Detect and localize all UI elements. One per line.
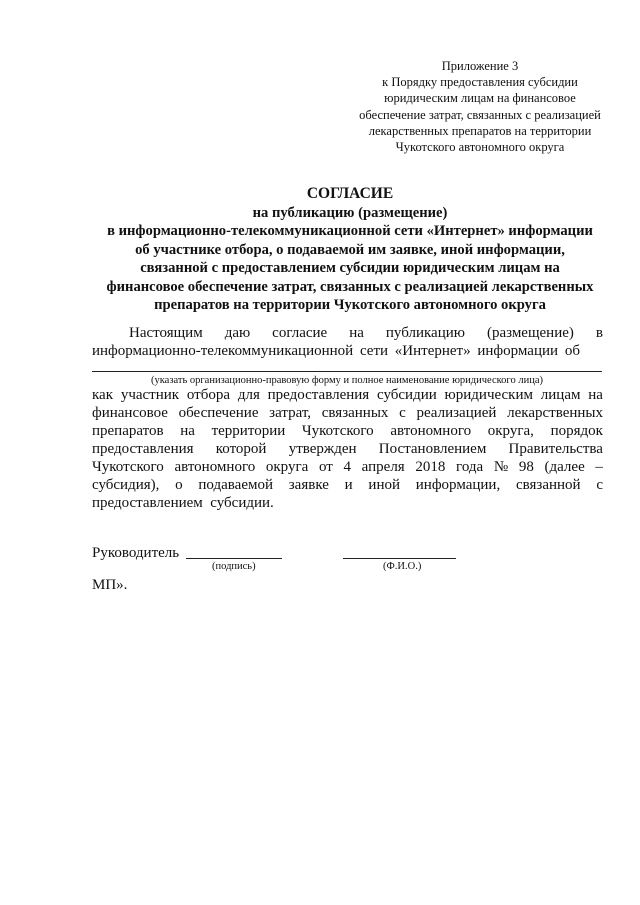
word: заявке <box>288 477 329 493</box>
signature-blank[interactable] <box>186 558 282 559</box>
word: публикацию <box>385 325 465 341</box>
title-main: СОГЛАСИЕ <box>306 185 394 202</box>
word: информации <box>477 343 559 359</box>
word: Правительства <box>508 441 603 457</box>
word: отбора <box>186 387 231 403</box>
title-line: препаратов на территории Чукотского автономного округа <box>154 297 546 313</box>
title-line: финансовое обеспечение затрат, связанных с реализацией лекарственных <box>106 278 594 295</box>
title-line: связанной с предоставлением субсидии юридическим лицам на <box>140 260 560 276</box>
word: Чукотского <box>92 459 164 475</box>
legal-entity-field-line[interactable] <box>92 371 602 372</box>
word: участник <box>120 387 180 403</box>
word: порядок <box>550 423 603 439</box>
document-title <box>60 185 640 315</box>
word: Чукотского <box>301 423 374 439</box>
full-name-blank[interactable] <box>343 558 456 559</box>
word: на <box>180 423 195 439</box>
word: субсидия), <box>92 477 160 493</box>
body-line-5 <box>92 458 603 476</box>
word: препаратов <box>92 423 164 439</box>
signature-role: Руководитель <box>92 545 180 561</box>
annex-line: к Порядку предоставления субсидии <box>382 75 578 90</box>
word: информационно-телекоммуникационной <box>92 343 354 359</box>
title-line: об участнике отбора, о подаваемой им заявке, иной информации, <box>135 241 565 258</box>
body-line-4 <box>92 440 603 458</box>
word: предоставления <box>267 387 370 403</box>
word: апреля <box>361 459 405 475</box>
word: округа <box>265 459 309 475</box>
word: на <box>349 325 364 341</box>
body-line-2 <box>92 404 603 422</box>
consent-line-1 <box>129 324 603 342</box>
word: «Интернет» <box>394 343 471 359</box>
word: юридическим <box>444 387 533 403</box>
body-line-3 <box>92 422 603 440</box>
word: 4 <box>343 459 351 475</box>
word: № <box>493 459 509 475</box>
word: информации, <box>415 477 501 493</box>
annex-line: Приложение 3 <box>441 59 519 73</box>
word: в <box>595 325 603 341</box>
word: связанной <box>515 477 581 493</box>
word: для <box>237 387 260 403</box>
body-line-1 <box>92 386 603 404</box>
word: сети <box>359 343 389 359</box>
word: – <box>595 459 603 475</box>
word: 2018 <box>415 459 446 475</box>
word: на <box>588 387 603 403</box>
consent-line-2 <box>92 342 580 360</box>
annex-header <box>345 58 615 155</box>
word: связанных <box>321 405 389 421</box>
word: иной <box>368 477 401 493</box>
word: согласие <box>272 325 328 341</box>
word: года <box>456 459 484 475</box>
stamp-place: МП». <box>92 577 128 593</box>
annex-line: обеспечение затрат, связанных с реализацией <box>359 107 601 122</box>
word: 98 <box>518 459 534 475</box>
word: округа, <box>487 423 534 439</box>
word: (размещение) <box>486 325 574 341</box>
word: Настоящим <box>129 325 203 341</box>
word: затрат, <box>269 405 312 421</box>
word: с <box>399 405 406 421</box>
body-last-line: предоставлением субсидии. <box>92 495 274 511</box>
full-name-label: (Ф.И.О.) <box>383 561 422 572</box>
title-line: в информационно-телекоммуникационной сети «Интернет» информации <box>107 223 593 239</box>
word: которой <box>215 441 267 457</box>
word: финансовое <box>92 405 168 421</box>
signature-label: (подпись) <box>212 561 256 572</box>
annex-line: лекарственных препаратов на территории <box>368 123 592 138</box>
word: территории <box>211 423 286 439</box>
word: утвержден <box>288 441 357 457</box>
word: автономного <box>390 423 472 439</box>
word: с <box>596 477 603 493</box>
word: подаваемой <box>198 477 273 493</box>
word: (далее <box>544 459 585 475</box>
annex-line: Чукотского автономного округа <box>395 140 565 155</box>
annex-line: юридическим лицам на финансовое <box>384 91 576 106</box>
word: как <box>92 387 114 403</box>
word: реализацией <box>416 405 497 421</box>
word: от <box>318 459 333 475</box>
word: даю <box>224 325 251 341</box>
word: и <box>344 477 353 493</box>
body-line-6 <box>92 476 603 494</box>
word: субсидии <box>376 387 437 403</box>
word: автономного <box>174 459 256 475</box>
word: предоставления <box>92 441 194 457</box>
word: обеспечение <box>178 405 259 421</box>
word: лицам <box>540 387 581 403</box>
word: о <box>175 477 183 493</box>
title-line: на публикацию (размещение) <box>252 204 448 221</box>
word: об <box>564 343 580 359</box>
legal-entity-field-hint: (указать организационно-правовую форму и полное наименование юридического лица) <box>150 375 543 386</box>
word: лекарственных <box>507 405 603 421</box>
word: Постановлением <box>378 441 487 457</box>
